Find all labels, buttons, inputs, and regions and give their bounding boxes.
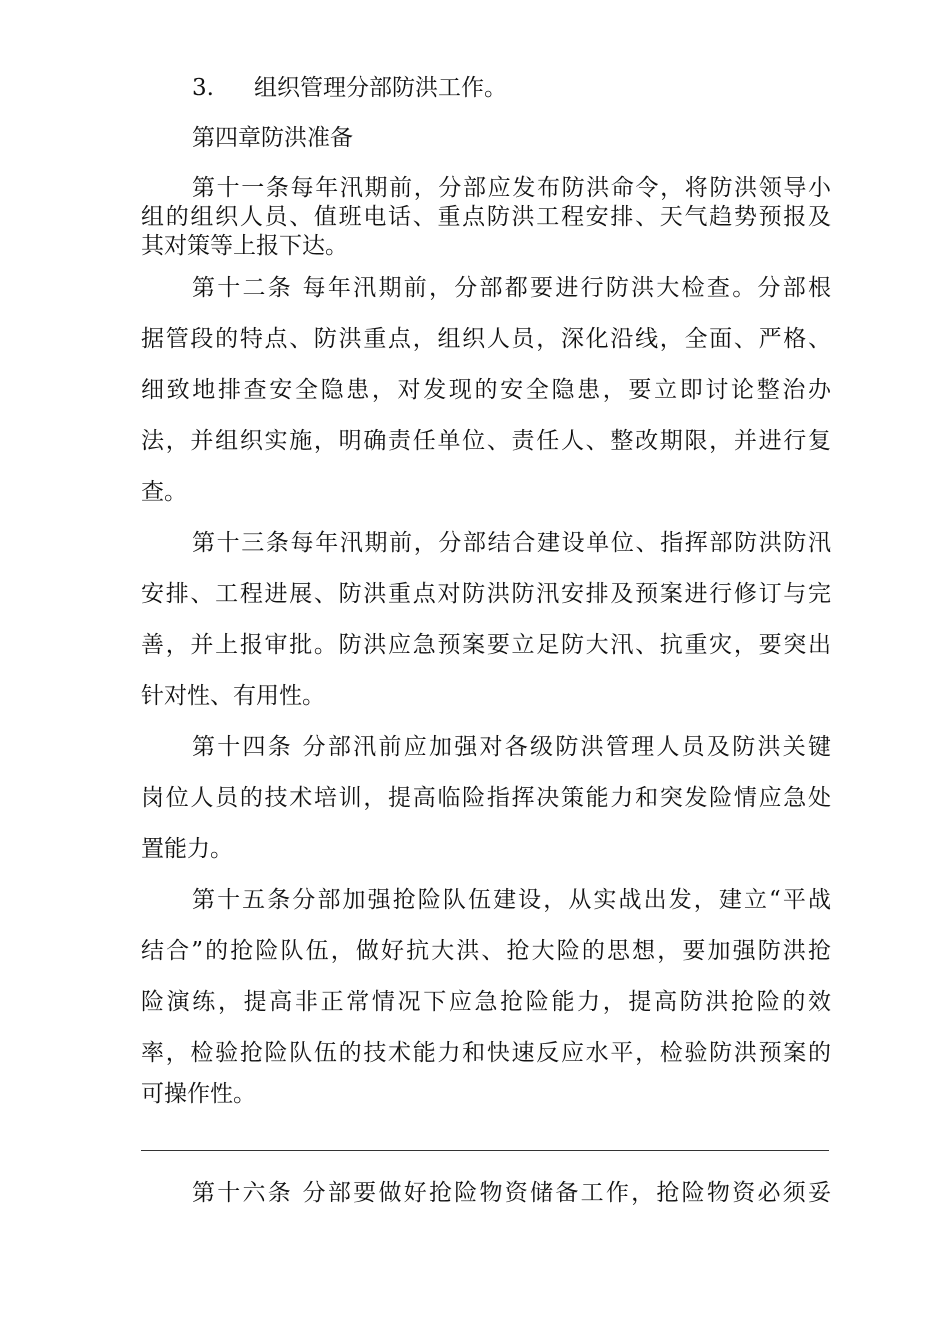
article-13-line-3: 善，并上报审批。防洪应急预案要立足防大汛、抗重灾，要突出	[141, 632, 831, 658]
article-13-line-1: 第十三条每年汛期前，分部结合建设单位、指挥部防洪防汛	[192, 530, 831, 556]
article-13-line-4: 针对性、有用性。	[141, 683, 325, 709]
article-15-line-3: 险演练，提高非正常情况下应急抢险能力，提高防洪抢险的效	[141, 989, 831, 1015]
page-divider	[141, 1150, 829, 1151]
list-item-3	[192, 73, 831, 103]
article-11-line-2: 组的组织人员、值班电话、重点防洪工程安排、天气趋势预报及	[141, 204, 831, 230]
article-11-line-3: 其对策等上报下达。	[141, 233, 348, 259]
article-12-line-2: 据管段的特点、防洪重点，组织人员，深化沿线，全面、严格、	[141, 326, 831, 352]
article-14-line-1: 第十四条 分部汛前应加强对各级防洪管理人员及防洪关键	[192, 734, 831, 760]
article-12-line-3: 细致地排查安全隐患，对发现的安全隐患，要立即讨论整治办	[141, 377, 831, 403]
article-15-line-2: 结合”的抢险队伍，做好抗大洪、抢大险的思想，要加强防洪抢	[141, 938, 831, 964]
article-11-line-1: 第十一条每年汛期前，分部应发布防洪命令，将防洪领导小	[192, 175, 831, 201]
article-12-line-1: 第十二条 每年汛期前，分部都要进行防洪大检查。分部根	[192, 275, 831, 301]
article-15-line-4: 率，检验抢险队伍的技术能力和快速反应水平，检验防洪预案的	[141, 1040, 831, 1066]
article-15-line-5: 可操作性。	[141, 1081, 256, 1107]
list-item-number: 3.	[192, 75, 214, 101]
list-item-text: 组织管理分部防洪工作。	[254, 75, 507, 101]
article-13-line-2: 安排、工程进展、防洪重点对防洪防汛安排及预案进行修订与完	[141, 581, 831, 607]
article-14-line-3: 置能力。	[141, 836, 233, 862]
article-12-line-5: 查。	[141, 479, 187, 505]
article-16-line-1: 第十六条 分部要做好抢险物资储备工作，抢险物资必须妥	[192, 1180, 831, 1206]
chapter-title: 第四章防洪准备	[192, 125, 353, 151]
article-12-line-4: 法，并组织实施，明确责任单位、责任人、整改期限，并进行复	[141, 428, 831, 454]
article-15-line-1: 第十五条分部加强抢险队伍建设，从实战出发，建立“平战	[192, 887, 831, 913]
article-14-line-2: 岗位人员的技术培训，提高临险指挥决策能力和突发险情应急处	[141, 785, 831, 811]
